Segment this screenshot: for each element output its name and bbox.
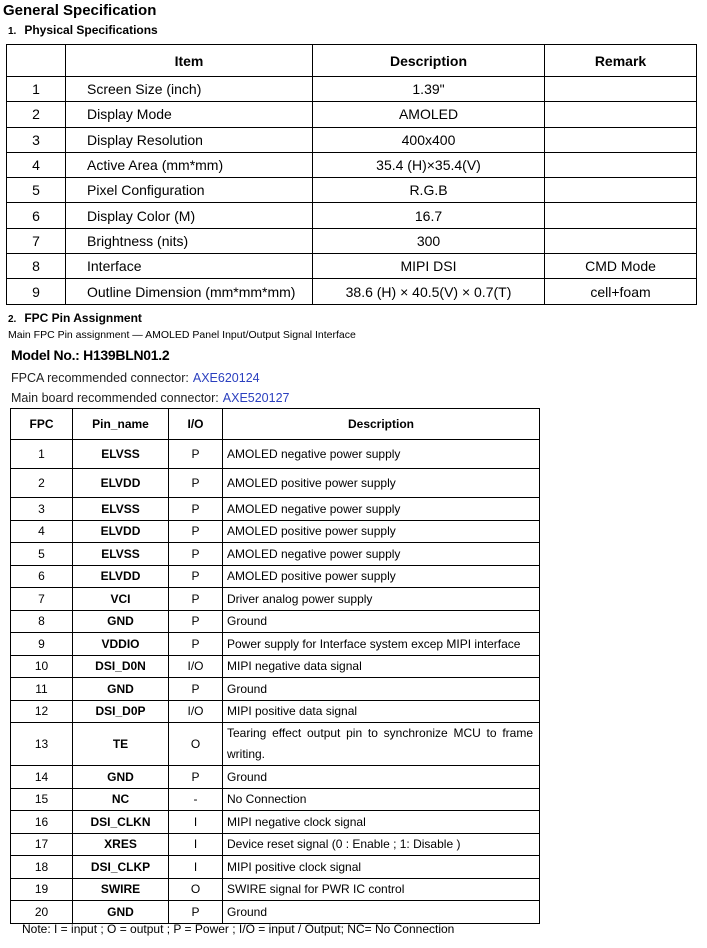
table-row [11,588,540,611]
table-row [11,811,540,834]
pin-name: VCI [73,588,169,611]
header-pin-name: Pin_name [73,409,169,440]
pin-name: DSI_CLKP [73,856,169,879]
section-label: FPC Pin Assignment [24,311,142,325]
row-remark [545,102,697,127]
pin-io: P [169,440,223,469]
table-row [11,610,540,633]
pin-io: P [169,633,223,656]
pin-description: Driver analog power supply [223,588,540,611]
row-description: R.G.B [313,178,545,203]
pin-name: ELVDD [73,565,169,588]
section-fpc-pin [8,311,142,325]
row-description: MIPI DSI [313,254,545,279]
pin-description: Ground [223,678,540,701]
fpca-connector-line [11,371,260,385]
pin-io: O [169,723,223,766]
row-number: 5 [7,178,66,203]
mainboard-label: Main board recommended connector: [11,391,219,405]
table-row [7,279,697,304]
row-remark [545,228,697,253]
pin-description: No Connection [223,788,540,811]
pin-name: NC [73,788,169,811]
pin-io: P [169,469,223,498]
table-row [11,833,540,856]
pin-description: AMOLED positive power supply [223,565,540,588]
pin-description: Ground [223,901,540,924]
header-io: I/O [169,409,223,440]
pin-io: I/O [169,655,223,678]
pin-number: 7 [11,588,73,611]
pin-number: 3 [11,498,73,521]
pin-description: MIPI positive clock signal [223,856,540,879]
table-row [11,498,540,521]
pin-number: 18 [11,856,73,879]
table-row [11,788,540,811]
table-row [11,700,540,723]
pin-number: 20 [11,901,73,924]
row-remark: CMD Mode [545,254,697,279]
pin-name: GND [73,766,169,789]
pin-number: 14 [11,766,73,789]
row-description: 1.39" [313,77,545,102]
pin-io: O [169,878,223,901]
row-description: AMOLED [313,102,545,127]
pin-io: P [169,520,223,543]
table-row [7,102,697,127]
pin-name: ELVDD [73,520,169,543]
pin-number: 19 [11,878,73,901]
row-number: 8 [7,254,66,279]
row-item: Brightness (nits) [66,228,313,253]
section-number: 2. [8,314,17,325]
row-item: Interface [66,254,313,279]
pin-description: MIPI negative clock signal [223,811,540,834]
table-row [11,878,540,901]
legend-note: Note: I = input ; O = output ; P = Power ; I/O = input / Output; NC= No Connection [22,922,455,936]
table-row [7,152,697,177]
row-item: Pixel Configuration [66,178,313,203]
row-number: 6 [7,203,66,228]
pin-name: ELVSS [73,498,169,521]
pin-name: GND [73,610,169,633]
pin-name: DSI_CLKN [73,811,169,834]
table-row [11,543,540,566]
row-description: 35.4 (H)×35.4(V) [313,152,545,177]
pin-description: Ground [223,766,540,789]
pin-table-body [11,440,540,924]
table-row [7,228,697,253]
pin-io: I [169,811,223,834]
header-description: Description [223,409,540,440]
table-row [7,178,697,203]
pin-number: 16 [11,811,73,834]
pin-number: 4 [11,520,73,543]
pin-number: 9 [11,633,73,656]
section-physical-specs [8,23,158,37]
pin-description: Ground [223,610,540,633]
table-row [11,723,540,766]
pin-io: I [169,833,223,856]
pin-assignment-table [10,408,540,924]
pin-io: I [169,856,223,879]
table-header-row [7,45,697,77]
pin-description: AMOLED negative power supply [223,498,540,521]
pin-name: VDDIO [73,633,169,656]
pin-name: DSI_D0P [73,700,169,723]
pin-number: 6 [11,565,73,588]
pin-name: GND [73,678,169,701]
row-number: 9 [7,279,66,304]
fpca-label: FPCA recommended connector: [11,371,189,385]
row-item: Outline Dimension (mm*mm*mm) [66,279,313,304]
subtitle: Main FPC Pin assignment — AMOLED Panel Input/Output Signal Interface [8,329,356,341]
table-row [7,203,697,228]
header-remark: Remark [545,45,697,77]
model-number: Model No.: H139BLN01.2 [11,347,170,363]
pin-number: 10 [11,655,73,678]
pin-number: 11 [11,678,73,701]
pin-description: SWIRE signal for PWR IC control [223,878,540,901]
mainboard-connector-link[interactable]: AXE520127 [222,391,290,405]
pin-name: ELVSS [73,440,169,469]
row-item: Display Resolution [66,127,313,152]
pin-io: P [169,543,223,566]
pin-number: 8 [11,610,73,633]
table-header-row [11,409,540,440]
pin-io: P [169,901,223,924]
table-row [11,856,540,879]
table-row [11,633,540,656]
pin-io: - [169,788,223,811]
pin-name: TE [73,723,169,766]
pin-name: ELVSS [73,543,169,566]
table-row [11,565,540,588]
table-row [11,469,540,498]
section-label: Physical Specifications [24,23,158,37]
header-fpc: FPC [11,409,73,440]
table-row [7,77,697,102]
table-row [11,520,540,543]
pin-number: 5 [11,543,73,566]
row-remark [545,152,697,177]
row-number: 7 [7,228,66,253]
row-description: 38.6 (H) × 40.5(V) × 0.7(T) [313,279,545,304]
pin-number: 15 [11,788,73,811]
row-remark [545,178,697,203]
pin-number: 13 [11,723,73,766]
header-item: Item [66,45,313,77]
row-remark [545,77,697,102]
row-number: 4 [7,152,66,177]
pin-name: DSI_D0N [73,655,169,678]
mainboard-connector-line [11,391,290,405]
table-row [11,678,540,701]
pin-description: Tearing effect output pin to synchronize MCU to frame writing. [223,723,540,766]
pin-name: ELVDD [73,469,169,498]
row-number: 3 [7,127,66,152]
pin-number: 17 [11,833,73,856]
row-description: 16.7 [313,203,545,228]
row-item: Display Mode [66,102,313,127]
pin-io: P [169,678,223,701]
row-number: 1 [7,77,66,102]
pin-description: MIPI negative data signal [223,655,540,678]
pin-io: I/O [169,700,223,723]
pin-number: 2 [11,469,73,498]
header-no [7,45,66,77]
row-description: 300 [313,228,545,253]
page-title: General Specification [3,2,157,19]
pin-description: Power supply for Interface system excep MIPI interface [223,633,540,656]
fpca-connector-link[interactable]: AXE620124 [192,371,260,385]
row-item: Active Area (mm*mm) [66,152,313,177]
table-row [11,766,540,789]
row-number: 2 [7,102,66,127]
row-remark [545,203,697,228]
physical-spec-table [6,44,697,305]
table-row [7,127,697,152]
table-row [11,655,540,678]
pin-description: Device reset signal (0 : Enable ; 1: Disable ) [223,833,540,856]
pin-name: XRES [73,833,169,856]
pin-description: AMOLED positive power supply [223,520,540,543]
pin-io: P [169,498,223,521]
row-item: Screen Size (inch) [66,77,313,102]
pin-io: P [169,610,223,633]
table-row [7,254,697,279]
pin-name: GND [73,901,169,924]
row-remark [545,127,697,152]
row-description: 400x400 [313,127,545,152]
pin-description: AMOLED negative power supply [223,543,540,566]
section-number: 1. [8,26,17,37]
pin-io: P [169,565,223,588]
pin-description: MIPI positive data signal [223,700,540,723]
table-row [11,901,540,924]
header-description: Description [313,45,545,77]
pin-name: SWIRE [73,878,169,901]
pin-io: P [169,588,223,611]
spec-table-body [7,77,697,305]
pin-number: 1 [11,440,73,469]
pin-io: P [169,766,223,789]
table-row [11,440,540,469]
row-remark: cell+foam [545,279,697,304]
pin-number: 12 [11,700,73,723]
pin-description: AMOLED positive power supply [223,469,540,498]
pin-description: AMOLED negative power supply [223,440,540,469]
row-item: Display Color (M) [66,203,313,228]
